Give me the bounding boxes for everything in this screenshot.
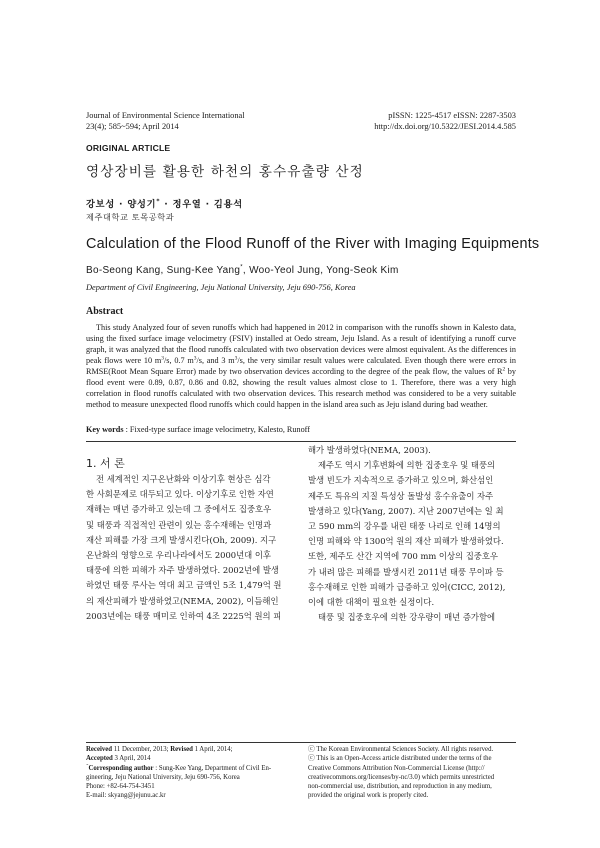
body-line: 하였던 태풍 루사는 역대 최고 금액인 5조 1,479억 원: [86, 580, 282, 591]
corresponding-mark: *: [86, 763, 89, 769]
license-line[interactable]: creativecommons.org/licenses/by-nc/3.0) which permits unrestricted: [308, 773, 495, 781]
copyright-footnote: [308, 745, 516, 801]
abstract-part: /s, and 3 m: [196, 356, 235, 366]
corresponding-mark: *: [240, 264, 243, 271]
license-line: provided the original work is properly cited.: [308, 792, 429, 800]
received-label: Received: [86, 746, 113, 753]
corresponding-label: Corresponding author: [88, 764, 154, 772]
english-affiliation: Department of Civil Engineering, Jeju National University, Jeju 690-756, Korea: [86, 283, 356, 292]
corresponding-mark: *: [156, 197, 161, 205]
body-line: 전 세계적인 지구온난화와 이상기후 현상은 심각: [96, 474, 271, 484]
doi-link[interactable]: http://dx.doi.org/10.5322/JESI.2014.4.585: [374, 122, 516, 131]
license-line[interactable]: Creative Commons Attribution Non-Commercial License (http://: [308, 764, 485, 772]
superscript: 3: [193, 355, 197, 362]
accepted-date: 3 April, 2014: [112, 755, 151, 763]
body-line: 2003년에는 태풍 매미로 인하여 4조 2225억 원의 피: [86, 610, 282, 621]
korean-authors-part-b: · 정우열 · 김용석: [160, 199, 243, 210]
body-line: 제주도 역시 기후변화에 의한 집중호우 및 태풍의: [318, 460, 496, 471]
revised-date: 1 April, 2014;: [192, 746, 233, 753]
body-line: 한 사회문제로 대두되고 있다. 이상기후로 인한 자연: [86, 489, 274, 500]
body-line: 고 590 mm의 강우를 내린 태풍 나리로 인해 14명의: [308, 521, 501, 532]
abstract-heading: Abstract: [86, 306, 124, 317]
body-line: 발생하고 있다(Yang, 2007). 지난 2007년에는 일 최: [308, 505, 504, 516]
superscript: 3: [234, 355, 238, 362]
keywords-label: Key words: [86, 425, 124, 434]
accepted-label: Accepted: [86, 755, 113, 763]
body-line: 가 내려 많은 피해를 발생시킨 2011년 태풍 무이파 등: [308, 566, 504, 577]
body-line: 홍수재해로 인한 피해가 급증하고 있어(CICC, 2012),: [308, 581, 506, 592]
body-line: 태풍 및 집중호우에 의한 강우량이 매년 증가함에: [318, 612, 496, 623]
email-link[interactable]: E-mail: skyang@jejunu.ac.kr: [86, 792, 166, 800]
section-title: 1. 서 론: [86, 457, 125, 470]
english-authors-part-a: Bo-Seong Kang, Sung-Kee Yang: [86, 265, 241, 276]
footnote-divider: [86, 742, 516, 743]
body-line: 이에 대한 대책이 필요한 실정이다.: [308, 597, 435, 608]
body-line: 또한, 제주도 산간 지역에 700 mm 이상의 집중호우: [308, 551, 498, 562]
corresponding-line: [86, 764, 286, 773]
body-line: 인명 피해와 약 1300억 원의 재산 피해가 발생하였다.: [308, 536, 504, 547]
issn-info: [360, 110, 516, 132]
body-line: 재산 피해를 가장 크게 발생시킨다(Oh, 2009). 지구: [86, 534, 277, 545]
journal-info: [86, 110, 245, 132]
abstract-text: [86, 322, 516, 410]
superscript: 2: [502, 366, 506, 373]
korean-authors-part-a: 강보성 · 양성기: [86, 199, 157, 210]
abstract-part: This study Analyzed four of seven runoffs which had happened in 2012 in comparison with the runoffs shown in Kalesto data, using the fixed surface image velocimetry (FSIV) installed at Oedo stream, Jeju Island. As a result of identifying a runoff curve graph, it was analyzed that the flood runoffs calculated with two observation devices were almost equivalent. As the differences in peak flows were 10 m: [86, 323, 516, 366]
license-line: non-commercial use, distribution, and reproduction in any medium,: [308, 783, 492, 791]
section-divider: [86, 441, 516, 442]
body-line: 해가 발생하였다(NEMA, 2003).: [308, 445, 431, 455]
body-line: 의 재산피해가 발생하였고(NEMA, 2002), 이듬해인: [86, 595, 279, 606]
issn: pISSN: 1225-4517 eISSN: 2287-3503: [388, 111, 516, 120]
dates-line: [86, 745, 286, 754]
journal-name: Journal of Environmental Science International: [86, 111, 245, 120]
copyright-line: ⓒ The Korean Environmental Sciences Society. All rights reserved.: [308, 746, 494, 753]
revised-label: Revised: [170, 746, 193, 753]
received-date: 11 December, 2013;: [112, 746, 171, 753]
keywords-list: : Fixed-type surface image velocimetry, Kalesto, Runoff: [123, 425, 310, 434]
body-line: 및 태풍과 직접적인 관련이 있는 홍수재해는 인명과: [86, 519, 272, 530]
abstract-part: /s, the very similar result values were calculated. Even though there were errors in RMSE(Root Mean Square Error) made by two observation devices according to the degree of the peak flow, the values of R: [86, 356, 517, 377]
korean-authors: [86, 196, 243, 210]
body-line: 온난화의 영향으로 우리나라에서도 2000년대 이후: [86, 550, 271, 561]
korean-affiliation: 제주대학교 토목공학과: [86, 212, 175, 222]
accepted-line: [86, 754, 286, 763]
phone: Phone: +82-64-754-3451: [86, 783, 155, 791]
article-history-footnote: [86, 745, 286, 801]
license-line: ⓒ This is an Open-Access article distributed under the terms of the: [308, 755, 492, 763]
keywords: [86, 425, 310, 434]
body-line: 제주도 특유의 지질 특성상 돌발성 홍수유출이 자주: [308, 490, 494, 501]
abstract-part: /s, 0.7 m: [164, 356, 194, 366]
english-authors: [86, 265, 399, 276]
korean-title: 영상장비를 활용한 하천의 홍수유출량 산정: [86, 164, 364, 180]
english-title: Calculation of the Flood Runoff of the River with Imaging Equipments: [86, 236, 540, 252]
abstract-part: by flood event were 0.89, 0.87, 0.86 and 0.82, showing the result values almost close to 1. Therefore, there was a very high correlation in flood runoffs calculated with two observation devices. This research method was considered to be a very suitable method to measure unexpected flood runoffs which could happen in the island area such as Jeju island during bad weather.: [86, 367, 516, 410]
journal-volume: 23(4); 585~594; April 2014: [86, 122, 179, 131]
article-type: ORIGINAL ARTICLE: [86, 143, 171, 153]
body-line: 태풍에 의한 피해가 자주 발생하였다. 2002년에 발생: [86, 565, 279, 576]
body-line: 재해는 매년 증가하고 있는데 그 중에서도 집중호우: [86, 504, 272, 515]
english-authors-part-b: , Woo-Yeol Jung, Yong-Seok Kim: [242, 265, 399, 276]
superscript: 3: [161, 355, 165, 362]
body-column-left: [86, 472, 293, 624]
body-line: 발생 빈도가 지속적으로 증가하고 있으며, 화산섬인: [308, 475, 494, 486]
corresponding-line-2: gineering, Jeju National University, Jeju 690-756, Korea: [86, 773, 240, 781]
body-column-right: [308, 443, 515, 625]
corresponding-text: : Sung-Kee Yang, Department of Civil En-: [153, 764, 272, 772]
